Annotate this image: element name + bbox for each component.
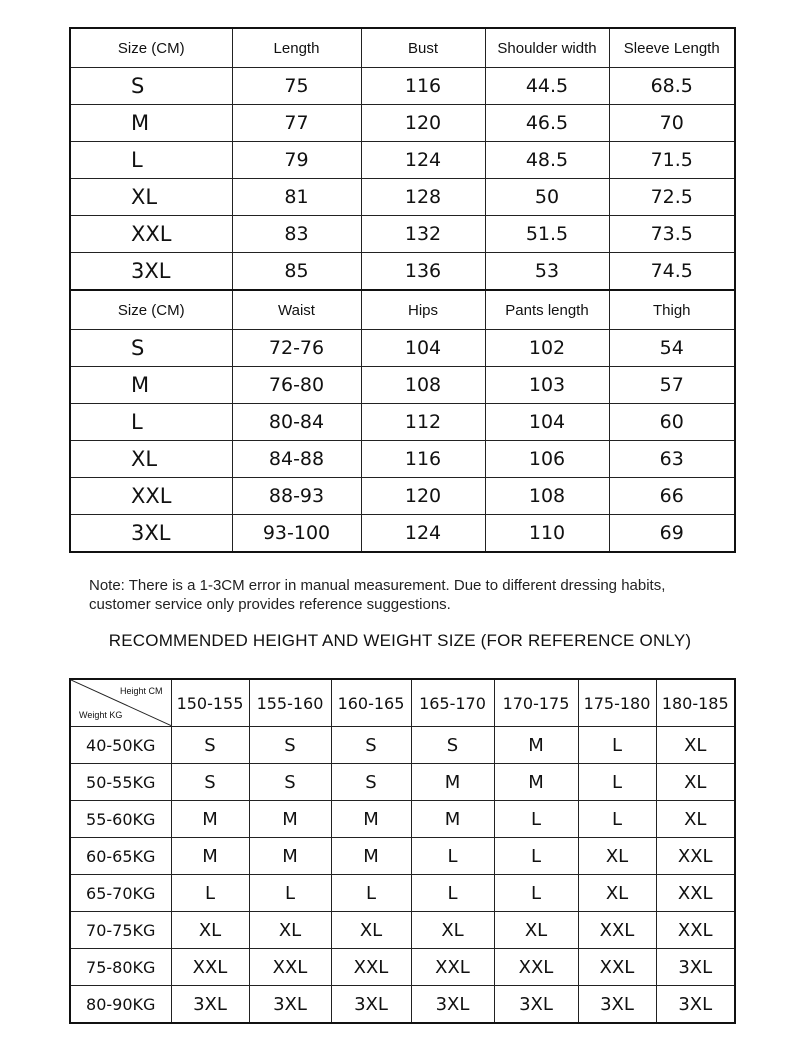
- measurement-cell: 79: [232, 142, 361, 179]
- pants-size-row: [70, 515, 735, 553]
- recommended-size-cell: XL: [578, 875, 656, 912]
- measurement-cell: 74.5: [609, 253, 735, 291]
- height-range-header: 150-155: [171, 679, 249, 727]
- measurement-cell: 68.5: [609, 68, 735, 105]
- column-header: Bust: [361, 28, 485, 68]
- size-label: S: [70, 330, 232, 367]
- measurement-cell: 77: [232, 105, 361, 142]
- recommended-size-cell: 3XL: [331, 986, 411, 1024]
- measurement-cell: 50: [485, 179, 609, 216]
- recommended-size-cell: L: [331, 875, 411, 912]
- measurement-cell: 53: [485, 253, 609, 291]
- tops-size-row: [70, 68, 735, 105]
- size-label: XL: [70, 441, 232, 478]
- recommended-size-cell: XXL: [411, 949, 494, 986]
- recommended-size-cell: 3XL: [578, 986, 656, 1024]
- measurement-cell: 116: [361, 441, 485, 478]
- tops-header-row: [70, 28, 735, 68]
- measurement-cell: 120: [361, 478, 485, 515]
- recommended-size-cell: XXL: [578, 949, 656, 986]
- measurement-cell: 124: [361, 515, 485, 553]
- measurement-cell: 132: [361, 216, 485, 253]
- measurement-cell: 70: [609, 105, 735, 142]
- column-header: Hips: [361, 290, 485, 330]
- measurement-note: [89, 576, 769, 614]
- measurement-cell: 108: [485, 478, 609, 515]
- recommended-size-cell: S: [331, 764, 411, 801]
- size-label: M: [70, 105, 232, 142]
- recommended-size-cell: M: [171, 838, 249, 875]
- note-line-2: customer service only provides reference suggestions.: [89, 596, 451, 613]
- measurement-cell: 124: [361, 142, 485, 179]
- corner-cell: [70, 679, 171, 727]
- measurement-cell: 88-93: [232, 478, 361, 515]
- weight-range-label: 75-80KG: [70, 949, 171, 986]
- recommended-size-cell: 3XL: [411, 986, 494, 1024]
- pants-size-row: [70, 367, 735, 404]
- measurement-cell: 136: [361, 253, 485, 291]
- recommended-size-cell: XXL: [656, 912, 735, 949]
- measurement-cell: 54: [609, 330, 735, 367]
- column-header: Waist: [232, 290, 361, 330]
- recommended-size-cell: L: [494, 838, 578, 875]
- size-label: L: [70, 404, 232, 441]
- recommended-size-cell: XL: [656, 764, 735, 801]
- recommended-size-cell: XL: [411, 912, 494, 949]
- column-header: Shoulder width: [485, 28, 609, 68]
- pants-size-row: [70, 330, 735, 367]
- measurement-cell: 76-80: [232, 367, 361, 404]
- recommended-size-cell: L: [578, 764, 656, 801]
- measurement-cell: 84-88: [232, 441, 361, 478]
- measurement-cell: 102: [485, 330, 609, 367]
- weight-row: [70, 838, 735, 875]
- recommended-size-cell: L: [411, 875, 494, 912]
- measurement-cell: 81: [232, 179, 361, 216]
- size-label: XXL: [70, 478, 232, 515]
- measurement-cell: 75: [232, 68, 361, 105]
- measurement-cell: 60: [609, 404, 735, 441]
- recommended-size-cell: 3XL: [656, 949, 735, 986]
- weight-axis-label: Weight KG: [79, 710, 123, 720]
- weight-row: [70, 764, 735, 801]
- recommended-size-cell: M: [249, 838, 331, 875]
- recommended-size-cell: M: [494, 727, 578, 764]
- measurement-cell: 46.5: [485, 105, 609, 142]
- tops-size-row: [70, 253, 735, 291]
- pants-size-row: [70, 404, 735, 441]
- tops-size-row: [70, 216, 735, 253]
- weight-row: [70, 801, 735, 838]
- column-header: Sleeve Length: [609, 28, 735, 68]
- recommendation-title: RECOMMENDED HEIGHT AND WEIGHT SIZE (FOR REFERENCE ONLY): [108, 631, 692, 650]
- weight-range-label: 50-55KG: [70, 764, 171, 801]
- recommended-size-cell: S: [249, 764, 331, 801]
- weight-range-label: 70-75KG: [70, 912, 171, 949]
- recommended-size-cell: M: [171, 801, 249, 838]
- height-range-header: 155-160: [249, 679, 331, 727]
- recommended-size-cell: L: [494, 875, 578, 912]
- recommended-size-cell: XL: [494, 912, 578, 949]
- column-header: Pants length: [485, 290, 609, 330]
- recommended-size-cell: XL: [249, 912, 331, 949]
- measurement-cell: 103: [485, 367, 609, 404]
- measurement-cell: 85: [232, 253, 361, 291]
- recommended-size-cell: M: [331, 838, 411, 875]
- recommended-size-cell: L: [494, 801, 578, 838]
- column-header: Size (CM): [70, 290, 232, 330]
- measurement-cell: 48.5: [485, 142, 609, 179]
- column-header: Thigh: [609, 290, 735, 330]
- recommended-size-cell: XL: [656, 727, 735, 764]
- measurement-cell: 51.5: [485, 216, 609, 253]
- recommended-size-cell: XXL: [249, 949, 331, 986]
- height-range-header: 175-180: [578, 679, 656, 727]
- measurement-cell: 106: [485, 441, 609, 478]
- weight-range-label: 60-65KG: [70, 838, 171, 875]
- weight-row: [70, 875, 735, 912]
- size-label: M: [70, 367, 232, 404]
- note-line-1: Note: There is a 1-3CM error in manual measurement. Due to different dressing habits,: [89, 577, 666, 594]
- recommended-size-cell: M: [249, 801, 331, 838]
- size-label: XXL: [70, 216, 232, 253]
- recommended-size-cell: 3XL: [656, 986, 735, 1024]
- measurement-cell: 83: [232, 216, 361, 253]
- pants-header-row: [70, 290, 735, 330]
- recommended-size-cell: XXL: [656, 838, 735, 875]
- recommended-size-cell: XXL: [171, 949, 249, 986]
- measurement-cell: 72-76: [232, 330, 361, 367]
- measurement-cell: 128: [361, 179, 485, 216]
- weight-range-label: 55-60KG: [70, 801, 171, 838]
- measurement-cell: 93-100: [232, 515, 361, 553]
- measurement-cell: 80-84: [232, 404, 361, 441]
- recommended-size-cell: M: [494, 764, 578, 801]
- recommended-size-cell: XXL: [331, 949, 411, 986]
- weight-range-label: 65-70KG: [70, 875, 171, 912]
- recommended-size-cell: XL: [656, 801, 735, 838]
- recommended-size-cell: M: [331, 801, 411, 838]
- measurement-cell: 73.5: [609, 216, 735, 253]
- measurement-cell: 71.5: [609, 142, 735, 179]
- height-header-row: [70, 679, 735, 727]
- pants-size-row: [70, 478, 735, 515]
- size-label: 3XL: [70, 253, 232, 291]
- weight-row: [70, 949, 735, 986]
- measurement-cell: 112: [361, 404, 485, 441]
- tops-size-row: [70, 179, 735, 216]
- measurement-cell: 104: [361, 330, 485, 367]
- recommended-size-cell: 3XL: [249, 986, 331, 1024]
- measurement-cell: 44.5: [485, 68, 609, 105]
- recommended-size-cell: S: [411, 727, 494, 764]
- recommended-size-cell: 3XL: [494, 986, 578, 1024]
- measurement-cell: 108: [361, 367, 485, 404]
- measurement-cell: 104: [485, 404, 609, 441]
- recommended-size-cell: L: [411, 838, 494, 875]
- pants-size-row: [70, 441, 735, 478]
- recommended-size-cell: XL: [578, 838, 656, 875]
- recommended-size-cell: XXL: [656, 875, 735, 912]
- size-label: XL: [70, 179, 232, 216]
- column-header: Size (CM): [70, 28, 232, 68]
- recommended-size-cell: S: [171, 764, 249, 801]
- weight-row: [70, 912, 735, 949]
- weight-row: [70, 986, 735, 1024]
- recommended-size-cell: S: [331, 727, 411, 764]
- weight-range-label: 80-90KG: [70, 986, 171, 1024]
- measurement-cell: 66: [609, 478, 735, 515]
- measurement-cell: 63: [609, 441, 735, 478]
- tops-size-row: [70, 105, 735, 142]
- column-header: Length: [232, 28, 361, 68]
- recommended-size-cell: M: [411, 801, 494, 838]
- measurement-cell: 116: [361, 68, 485, 105]
- recommended-size-cell: S: [171, 727, 249, 764]
- recommended-size-cell: XXL: [578, 912, 656, 949]
- size-label: 3XL: [70, 515, 232, 553]
- measurement-cell: 120: [361, 105, 485, 142]
- height-range-header: 165-170: [411, 679, 494, 727]
- measurement-cell: 110: [485, 515, 609, 553]
- recommended-size-cell: M: [411, 764, 494, 801]
- weight-row: [70, 727, 735, 764]
- recommended-size-cell: XL: [171, 912, 249, 949]
- recommended-size-cell: XXL: [494, 949, 578, 986]
- tops-size-row: [70, 142, 735, 179]
- recommended-size-cell: L: [578, 801, 656, 838]
- weight-range-label: 40-50KG: [70, 727, 171, 764]
- recommended-size-cell: L: [171, 875, 249, 912]
- measurement-cell: 69: [609, 515, 735, 553]
- height-axis-label: Height CM: [119, 686, 163, 696]
- recommended-size-cell: L: [578, 727, 656, 764]
- recommendation-table: [69, 678, 736, 1024]
- height-range-header: 180-185: [656, 679, 735, 727]
- size-label: S: [70, 68, 232, 105]
- size-label: L: [70, 142, 232, 179]
- recommended-size-cell: L: [249, 875, 331, 912]
- size-chart-table: [69, 27, 736, 553]
- recommended-size-cell: XL: [331, 912, 411, 949]
- measurement-cell: 57: [609, 367, 735, 404]
- height-range-header: 160-165: [331, 679, 411, 727]
- height-range-header: 170-175: [494, 679, 578, 727]
- recommended-size-cell: 3XL: [171, 986, 249, 1024]
- recommended-size-cell: S: [249, 727, 331, 764]
- measurement-cell: 72.5: [609, 179, 735, 216]
